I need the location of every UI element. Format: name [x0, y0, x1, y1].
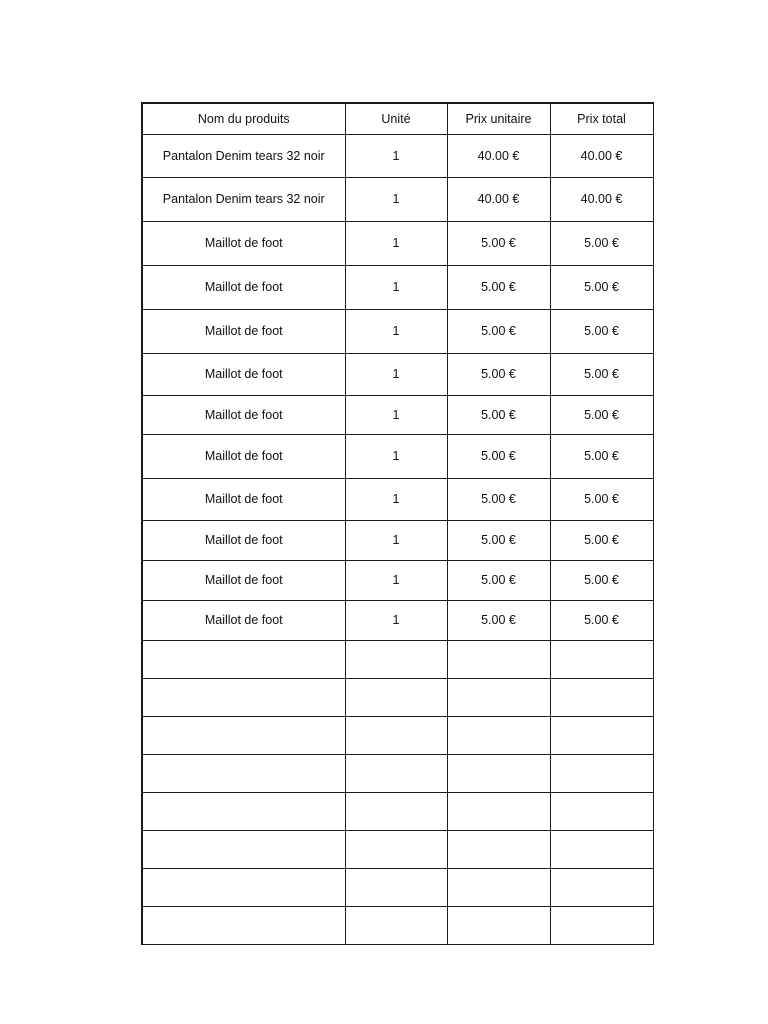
cell-unit-price: 5.00 € [447, 353, 550, 395]
empty-table-row [142, 830, 653, 868]
table-row [142, 309, 653, 353]
empty-cell [345, 640, 447, 678]
empty-table-row [142, 868, 653, 906]
cell-total-price: 5.00 € [550, 265, 653, 309]
table-row [142, 353, 653, 395]
cell-total-price: 5.00 € [550, 520, 653, 560]
empty-cell [142, 640, 345, 678]
empty-cell [447, 754, 550, 792]
cell-unit-price: 5.00 € [447, 434, 550, 478]
table-row [142, 600, 653, 640]
empty-cell [142, 830, 345, 868]
empty-cell [447, 716, 550, 754]
table-row [142, 560, 653, 600]
cell-total-price: 5.00 € [550, 434, 653, 478]
empty-table-row [142, 678, 653, 716]
cell-unit-price: 5.00 € [447, 395, 550, 434]
cell-product: Maillot de foot [142, 520, 345, 560]
empty-cell [447, 906, 550, 944]
empty-cell [345, 906, 447, 944]
cell-unit: 1 [345, 177, 447, 221]
empty-table-row [142, 906, 653, 944]
cell-unit-price: 40.00 € [447, 177, 550, 221]
cell-total-price: 5.00 € [550, 478, 653, 520]
cell-unit: 1 [345, 520, 447, 560]
empty-cell [345, 716, 447, 754]
cell-unit-price: 5.00 € [447, 600, 550, 640]
table-row [142, 520, 653, 560]
cell-unit: 1 [345, 221, 447, 265]
cell-unit: 1 [345, 353, 447, 395]
empty-cell [550, 754, 653, 792]
header-unit: Unité [345, 103, 447, 134]
cell-total-price: 5.00 € [550, 221, 653, 265]
empty-cell [447, 868, 550, 906]
cell-total-price: 5.00 € [550, 395, 653, 434]
empty-table-row [142, 640, 653, 678]
cell-unit: 1 [345, 265, 447, 309]
cell-unit-price: 5.00 € [447, 309, 550, 353]
header-total-price: Prix total [550, 103, 653, 134]
cell-total-price: 5.00 € [550, 309, 653, 353]
cell-unit: 1 [345, 309, 447, 353]
cell-total-price: 40.00 € [550, 134, 653, 177]
table-body [142, 134, 653, 944]
cell-unit-price: 5.00 € [447, 520, 550, 560]
empty-cell [447, 640, 550, 678]
cell-unit-price: 5.00 € [447, 560, 550, 600]
empty-cell [345, 830, 447, 868]
cell-unit-price: 5.00 € [447, 221, 550, 265]
empty-cell [550, 716, 653, 754]
cell-unit-price: 5.00 € [447, 265, 550, 309]
header-unit-price: Prix unitaire [447, 103, 550, 134]
cell-total-price: 40.00 € [550, 177, 653, 221]
cell-product: Maillot de foot [142, 560, 345, 600]
cell-unit-price: 40.00 € [447, 134, 550, 177]
cell-unit-price: 5.00 € [447, 478, 550, 520]
cell-unit: 1 [345, 395, 447, 434]
cell-unit: 1 [345, 478, 447, 520]
empty-cell [447, 792, 550, 830]
cell-product: Maillot de foot [142, 434, 345, 478]
empty-cell [142, 792, 345, 830]
cell-product: Maillot de foot [142, 478, 345, 520]
empty-cell [550, 640, 653, 678]
table-header-row [142, 103, 653, 134]
cell-total-price: 5.00 € [550, 600, 653, 640]
empty-table-row [142, 716, 653, 754]
cell-product: Maillot de foot [142, 221, 345, 265]
empty-cell [142, 906, 345, 944]
invoice-table [141, 102, 654, 945]
table-row [142, 265, 653, 309]
cell-product: Maillot de foot [142, 265, 345, 309]
table-row [142, 177, 653, 221]
cell-product: Maillot de foot [142, 309, 345, 353]
cell-unit: 1 [345, 560, 447, 600]
cell-product: Pantalon Denim tears 32 noir [142, 134, 345, 177]
empty-table-row [142, 754, 653, 792]
empty-cell [142, 716, 345, 754]
cell-product: Maillot de foot [142, 395, 345, 434]
cell-unit: 1 [345, 134, 447, 177]
empty-cell [345, 754, 447, 792]
empty-cell [447, 678, 550, 716]
cell-total-price: 5.00 € [550, 560, 653, 600]
cell-product: Pantalon Denim tears 32 noir [142, 177, 345, 221]
cell-unit: 1 [345, 600, 447, 640]
empty-cell [447, 830, 550, 868]
empty-cell [142, 868, 345, 906]
table-row [142, 221, 653, 265]
empty-cell [142, 678, 345, 716]
empty-cell [142, 754, 345, 792]
empty-table-row [142, 792, 653, 830]
empty-cell [550, 830, 653, 868]
empty-cell [550, 868, 653, 906]
header-product: Nom du produits [142, 103, 345, 134]
table-row [142, 395, 653, 434]
empty-cell [550, 792, 653, 830]
cell-product: Maillot de foot [142, 353, 345, 395]
cell-product: Maillot de foot [142, 600, 345, 640]
empty-cell [345, 678, 447, 716]
table-row [142, 434, 653, 478]
table-row [142, 134, 653, 177]
empty-cell [550, 678, 653, 716]
table-row [142, 478, 653, 520]
empty-cell [345, 868, 447, 906]
empty-cell [345, 792, 447, 830]
cell-total-price: 5.00 € [550, 353, 653, 395]
cell-unit: 1 [345, 434, 447, 478]
empty-cell [550, 906, 653, 944]
